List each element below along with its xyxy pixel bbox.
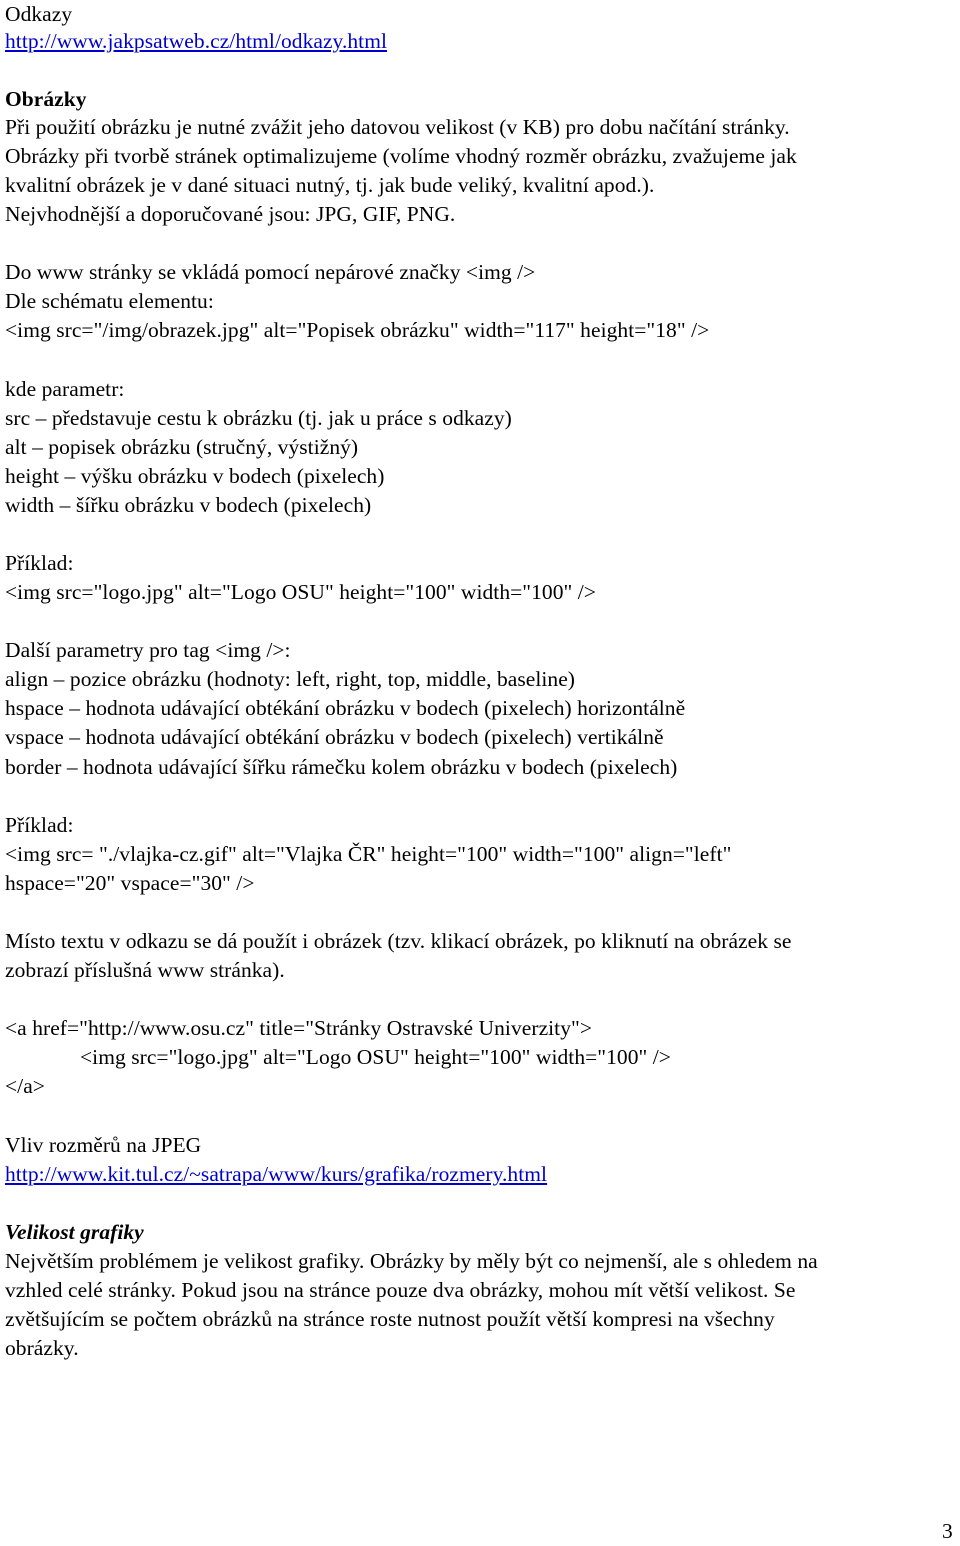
text-line: height – výšku obrázku v bodech (pixelech) (5, 464, 385, 488)
text-line: Obrázky při tvorbě stránek optimalizujeme (volíme vhodný rozměr obrázku, zvažujeme jak (5, 144, 797, 168)
text-line: alt – popisek obrázku (stručný, výstižný) (5, 435, 359, 459)
page-number: 3 (942, 1519, 953, 1543)
text-line: <img src="logo.jpg" alt="Logo OSU" height="100" width="100" /> (80, 1045, 671, 1069)
text-line: kvalitní obrázek je v dané situaci nutný, tj. jak bude veliký, kvalitní apod.). (5, 173, 655, 197)
text-line: <img src="/img/obrazek.jpg" alt="Popisek obrázku" width="117" height="18" /> (5, 318, 710, 342)
text-line: <img src="logo.jpg" alt="Logo OSU" height="100" width="100" /> (5, 580, 596, 604)
hyperlink[interactable]: http://www.kit.tul.cz/~satrapa/www/kurs/grafika/rozmery.html (5, 1162, 548, 1186)
text-line: </a> (5, 1074, 45, 1098)
text-line: obrázky. (5, 1336, 79, 1360)
text-line: Do www stránky se vkládá pomocí nepárové značky <img /> (5, 260, 536, 284)
text-line: Další parametry pro tag <img />: (5, 638, 291, 662)
text-line: Příklad: (5, 551, 74, 575)
text-line: vspace – hodnota udávající obtékání obrázku v bodech (pixelech) vertikálně (5, 725, 664, 749)
text-line: align – pozice obrázku (hodnoty: left, right, top, middle, baseline) (5, 667, 576, 691)
hyperlink[interactable]: http://www.jakpsatweb.cz/html/odkazy.html (5, 29, 388, 53)
text-line: Největším problémem je velikost grafiky. Obrázky by měly být co nejmenší, ale s ohledem na (5, 1249, 818, 1273)
text-line: Místo textu v odkazu se dá použít i obrázek (tzv. klikací obrázek, po kliknutí na obrázek se (5, 929, 792, 953)
text-line: hspace – hodnota udávající obtékání obrázku v bodech (pixelech) horizontálně (5, 696, 686, 720)
text-line: zvětšujícím se počtem obrázků na stránce roste nutnost použít větší kompresi na všechny (5, 1307, 775, 1331)
text-line: border – hodnota udávající šířku rámečku kolem obrázku v bodech (pixelech) (5, 755, 678, 779)
section-heading: Obrázky (5, 87, 87, 111)
text-line: Dle schématu elementu: (5, 289, 214, 313)
text-line: Nejvhodnější a doporučované jsou: JPG, GIF, PNG. (5, 202, 456, 226)
text-line: width – šířku obrázku v bodech (pixelech) (5, 493, 372, 517)
text-line: Příklad: (5, 813, 74, 837)
text-line: zobrazí příslušná www stránka). (5, 958, 285, 982)
text-line: hspace="20" vspace="30" /> (5, 871, 255, 895)
text-line: <a href="http://www.osu.cz" title="Stránky Ostravské Univerzity"> (5, 1016, 593, 1040)
text-line: Odkazy (5, 2, 73, 26)
text-line: Vliv rozměrů na JPEG (5, 1133, 202, 1157)
text-line: <img src= "./vlajka-cz.gif" alt="Vlajka ČR" height="100" width="100" align="left" (5, 842, 732, 866)
text-line: kde parametr: (5, 377, 125, 401)
section-heading: Velikost grafiky (5, 1220, 144, 1244)
text-line: src – představuje cestu k obrázku (tj. jak u práce s odkazy) (5, 406, 512, 430)
text-line: Při použití obrázku je nutné zvážit jeho datovou velikost (v KB) pro dobu načítání stránky. (5, 115, 790, 139)
text-line: vzhled celé stránky. Pokud jsou na stránce pouze dva obrázky, mohou mít větší velikost. Se (5, 1278, 796, 1302)
